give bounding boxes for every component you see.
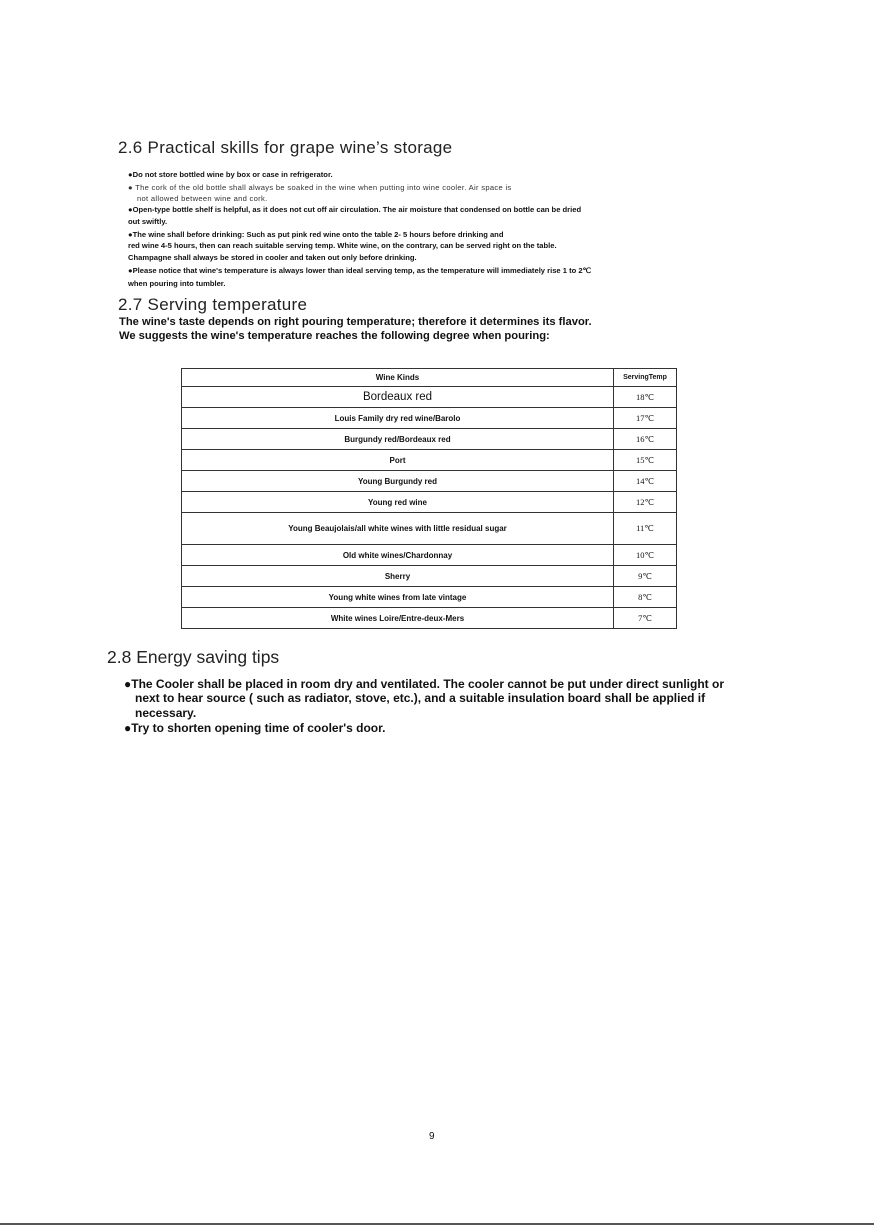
table-row — [182, 492, 677, 513]
wine-kind-cell: White wines Loire/Entre-deux-Mers — [182, 608, 614, 629]
serving-temp-cell: 8℃ — [614, 587, 677, 608]
section-heading-2-8: 2.8 Energy saving tips — [107, 647, 280, 667]
table-row — [182, 545, 677, 566]
serving-temp-cell: 16℃ — [614, 429, 677, 450]
wine-kind-cell: Sherry — [182, 566, 614, 587]
serving-temp-cell: 9℃ — [614, 566, 677, 587]
serving-intro-line: The wine's taste depends on right pouring temperature; therefore it determines its flavor. — [119, 316, 592, 328]
table-row — [182, 387, 677, 408]
storage-tip-line: Champagne shall always be stored in cooler and taken out only before drinking. — [128, 253, 417, 262]
storage-tip-line: out swiftly. — [128, 217, 168, 226]
table-row — [182, 408, 677, 429]
storage-tip-line: ●The wine shall before drinking: Such as put pink red wine onto the table 2- 5 hours before drinking and — [128, 230, 504, 239]
storage-tip-line: when pouring into tumbler. — [128, 279, 226, 288]
serving-temp-cell: 12℃ — [614, 492, 677, 513]
energy-tip-line: ●Try to shorten opening time of cooler's door. — [124, 721, 386, 735]
table-row — [182, 471, 677, 492]
wine-kind-cell: Louis Family dry red wine/Barolo — [182, 408, 614, 429]
serving-temp-cell: 18℃ — [614, 387, 677, 408]
serving-temp-cell: 11℃ — [614, 513, 677, 545]
header-serving-temp: ServingTemp — [614, 369, 677, 387]
storage-tip-line: ●Do not store bottled wine by box or case in refrigerator. — [128, 170, 333, 179]
table-row — [182, 608, 677, 629]
section-heading-2-7: 2.7 Serving temperature — [118, 295, 308, 314]
wine-kind-cell: Young Burgundy red — [182, 471, 614, 492]
header-wine-kinds: Wine Kinds — [182, 369, 614, 387]
wine-kind-cell: Burgundy red/Bordeaux red — [182, 429, 614, 450]
wine-kind-cell: Young white wines from late vintage — [182, 587, 614, 608]
energy-tip-line: necessary. — [135, 706, 197, 720]
wine-kind-cell: Young Beaujolais/all white wines with little residual sugar — [182, 513, 614, 545]
serving-temp-cell: 17℃ — [614, 408, 677, 429]
table-row — [182, 513, 677, 545]
wine-kind-cell: Old white wines/Chardonnay — [182, 545, 614, 566]
serving-temp-cell: 14℃ — [614, 471, 677, 492]
storage-tip-line: red wine 4-5 hours, then can reach suitable serving temp. White wine, on the contrary, can be served right on the table. — [128, 241, 557, 250]
page-bottom-edge — [0, 1223, 874, 1225]
serving-temp-cell: 15℃ — [614, 450, 677, 471]
wine-kind-cell: Young red wine — [182, 492, 614, 513]
section-heading-2-6: 2.6 Practical skills for grape wine’s storage — [118, 138, 453, 157]
table-header-row — [182, 369, 677, 387]
energy-tip-line: ●The Cooler shall be placed in room dry and ventilated. The cooler cannot be put under direct sunlight or — [124, 677, 724, 691]
storage-tip-line: not allowed between wine and cork. — [137, 194, 268, 203]
table-row — [182, 587, 677, 608]
table-row — [182, 566, 677, 587]
table-row — [182, 450, 677, 471]
serving-intro-line: We suggests the wine's temperature reaches the following degree when pouring: — [119, 330, 550, 342]
wine-kind-cell: Port — [182, 450, 614, 471]
serving-temp-cell: 10℃ — [614, 545, 677, 566]
wine-kind-cell: Bordeaux red — [182, 387, 614, 408]
storage-tip-line: ● The cork of the old bottle shall always be soaked in the wine when putting into wine cooler. Air space is — [128, 183, 512, 192]
storage-tip-line: ●Please notice that wine's temperature is always lower than ideal serving temp, as the temperature will immediately rise 1 to 2℃ — [128, 266, 592, 275]
table-row — [182, 429, 677, 450]
storage-tip-line: ●Open-type bottle shelf is helpful, as it does not cut off air circulation. The air moisture that condensed on bottle can be dried — [128, 205, 582, 214]
serving-temp-cell: 7℃ — [614, 608, 677, 629]
serving-temperature-table — [181, 368, 677, 629]
page-number: 9 — [429, 1131, 435, 1142]
energy-tip-line: next to hear source ( such as radiator, stove, etc.), and a suitable insulation board shall be applied if — [135, 691, 706, 705]
